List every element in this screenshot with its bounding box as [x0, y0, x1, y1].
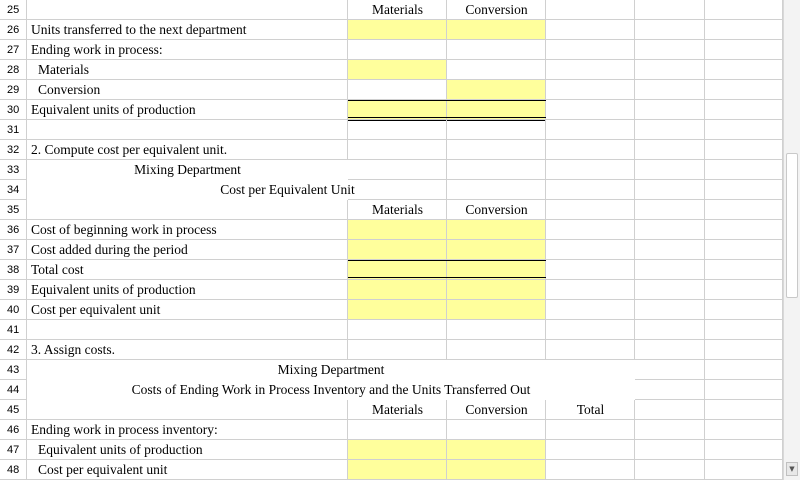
cell-e[interactable] [635, 280, 705, 300]
department-title: Mixing Department [134, 162, 241, 177]
row-number[interactable]: 26 [0, 20, 27, 40]
sheet-row [0, 240, 783, 260]
cell-d[interactable] [546, 100, 635, 120]
cell-d[interactable] [546, 40, 635, 60]
cell-d[interactable] [546, 160, 635, 180]
sheet-row [0, 420, 783, 440]
cell-label[interactable] [27, 120, 348, 140]
department-title: Mixing Department [277, 362, 385, 377]
cell-f[interactable] [705, 260, 783, 280]
input-cell-ewip-equiv-units-conversion[interactable] [447, 440, 546, 460]
cell-e[interactable] [635, 460, 705, 480]
cell-materials[interactable] [348, 160, 447, 180]
cell-d[interactable] [546, 240, 635, 260]
input-cell-ewip-cost-per-unit-materials[interactable] [348, 460, 447, 480]
cell-f[interactable] [705, 120, 783, 140]
row-number[interactable]: 41 [0, 320, 27, 340]
cell-f[interactable] [705, 460, 783, 480]
cell-total[interactable] [546, 420, 635, 440]
row-number[interactable]: 48 [0, 460, 27, 480]
cell-e[interactable] [635, 180, 705, 200]
down-arrow-icon[interactable]: ▼ [786, 462, 798, 476]
row-number[interactable]: 25 [0, 0, 27, 20]
cell-label[interactable] [27, 200, 348, 220]
cell-f[interactable] [705, 80, 783, 100]
cell-materials[interactable] [348, 120, 447, 140]
input-cell-units-transferred-materials[interactable] [348, 20, 447, 40]
cell-f[interactable] [705, 300, 783, 320]
input-cell-equiv-units-materials[interactable] [348, 280, 447, 300]
cell-f[interactable] [705, 20, 783, 40]
column-header-materials: Materials [372, 2, 423, 17]
label-cost-per-unit: Cost per equivalent unit [38, 462, 168, 477]
row-number[interactable]: 32 [0, 140, 27, 160]
cell-d[interactable] [546, 60, 635, 80]
cell-f[interactable] [705, 380, 783, 400]
cell-conversion[interactable] [447, 320, 546, 340]
input-cell-cost-per-unit-materials[interactable] [348, 300, 447, 320]
sheet-row [0, 160, 783, 180]
column-header-materials: Materials [372, 402, 423, 417]
cell-total[interactable] [546, 460, 635, 480]
row-number[interactable]: 27 [0, 40, 27, 60]
input-cell-beginning-cost-conversion[interactable] [447, 220, 546, 240]
cell-e[interactable] [635, 40, 705, 60]
cell-materials[interactable] [348, 40, 447, 60]
row-number[interactable]: 44 [0, 380, 27, 400]
cell-e[interactable] [635, 420, 705, 440]
cell-d[interactable] [546, 180, 635, 200]
label-equiv-units: Equivalent units of production [31, 282, 196, 297]
cell-e[interactable] [635, 160, 705, 180]
cell-d[interactable] [546, 320, 635, 340]
sheet-row [0, 440, 783, 460]
sheet-row [0, 20, 783, 40]
cell-e[interactable] [635, 60, 705, 80]
label-ending-wip-inventory: Ending work in process inventory: [31, 422, 218, 437]
input-cell-ewip-cost-per-unit-conversion[interactable] [447, 460, 546, 480]
cell-e[interactable] [635, 240, 705, 260]
sheet-row [0, 380, 783, 400]
cell-e[interactable] [635, 320, 705, 340]
sheet-row [0, 60, 783, 80]
row-number[interactable]: 30 [0, 100, 27, 120]
column-header-conversion: Conversion [465, 402, 528, 417]
row-number[interactable]: 40 [0, 300, 27, 320]
cell-f[interactable] [705, 240, 783, 260]
sheet-row [0, 260, 783, 280]
cell-f[interactable] [705, 400, 783, 420]
column-header-materials: Materials [372, 202, 423, 217]
row-number[interactable]: 39 [0, 280, 27, 300]
cell-f[interactable] [705, 160, 783, 180]
cell-conversion[interactable] [447, 140, 546, 160]
cell-f[interactable] [705, 440, 783, 460]
cell-f[interactable] [705, 420, 783, 440]
label-ending-wip: Ending work in process: [31, 42, 163, 57]
input-cell-ending-conversion[interactable] [447, 80, 546, 100]
cell-e[interactable] [635, 220, 705, 240]
schedule-subtitle: Cost per Equivalent Unit [220, 182, 355, 197]
cell-d[interactable] [546, 280, 635, 300]
sheet-row [0, 0, 783, 20]
cell-conversion[interactable] [447, 160, 546, 180]
sheet-row [0, 360, 783, 380]
cell-conversion[interactable] [447, 420, 546, 440]
input-cell-ewip-equiv-units-materials[interactable] [348, 440, 447, 460]
label-equiv-units: Equivalent units of production [38, 442, 203, 457]
cell-f[interactable] [705, 0, 783, 20]
label-conversion: Conversion [38, 82, 101, 97]
subtotal-line [348, 100, 546, 101]
cell-materials[interactable] [348, 340, 447, 360]
sheet-row [0, 340, 783, 360]
cell-e[interactable] [635, 440, 705, 460]
row-number[interactable]: 31 [0, 120, 27, 140]
sheet-row [0, 280, 783, 300]
cell-d[interactable] [546, 0, 635, 20]
cell-materials[interactable] [348, 80, 447, 100]
cell-f[interactable] [705, 220, 783, 240]
cell-f[interactable] [705, 340, 783, 360]
cell-e[interactable] [635, 0, 705, 20]
cell-e[interactable] [635, 200, 705, 220]
row-number[interactable]: 45 [0, 400, 27, 420]
cell-e[interactable] [635, 340, 705, 360]
column-header-total: Total [576, 402, 605, 417]
cell-total[interactable] [546, 440, 635, 460]
cell-e[interactable] [635, 120, 705, 140]
cell-f[interactable] [705, 200, 783, 220]
row-number[interactable]: 43 [0, 360, 27, 380]
cell-materials[interactable] [348, 320, 447, 340]
cell-e[interactable] [635, 260, 705, 280]
cell-e[interactable] [635, 300, 705, 320]
cell-label[interactable] [27, 400, 348, 420]
cell-d[interactable] [546, 220, 635, 240]
cell-d[interactable] [546, 120, 635, 140]
cell-conversion[interactable] [447, 340, 546, 360]
cell-e[interactable] [635, 80, 705, 100]
label-cost-per-unit: Cost per equivalent unit [31, 302, 161, 317]
label-equiv-units: Equivalent units of production [31, 102, 196, 117]
cell-d[interactable] [546, 20, 635, 40]
cell-d[interactable] [546, 200, 635, 220]
cell-f[interactable] [705, 100, 783, 120]
cell-f[interactable] [705, 280, 783, 300]
row-number[interactable]: 34 [0, 180, 27, 200]
sheet-row [0, 80, 783, 100]
label-materials: Materials [38, 62, 89, 77]
sheet-row [0, 320, 783, 340]
sheet-row [0, 140, 783, 160]
sheet-row [0, 460, 783, 480]
cell-f[interactable] [705, 320, 783, 340]
input-cell-cost-per-unit-conversion[interactable] [447, 300, 546, 320]
row-number[interactable]: 36 [0, 220, 27, 240]
input-cell-cost-added-materials[interactable] [348, 240, 447, 260]
cell-label[interactable] [27, 0, 348, 20]
sheet-row [0, 180, 783, 200]
label-cost-added: Cost added during the period [31, 242, 188, 257]
row-number[interactable]: 29 [0, 80, 27, 100]
row-number[interactable]: 38 [0, 260, 27, 280]
row-number[interactable]: 28 [0, 60, 27, 80]
row-number[interactable]: 47 [0, 440, 27, 460]
cell-conversion[interactable] [447, 40, 546, 60]
column-header-conversion: Conversion [465, 202, 528, 217]
row-number[interactable]: 42 [0, 340, 27, 360]
cell-e[interactable] [635, 20, 705, 40]
schedule-subtitle: Costs of Ending Work in Process Inventory and the Units Transferred Out [131, 382, 531, 397]
row-number[interactable]: 33 [0, 160, 27, 180]
sheet-row [0, 400, 783, 420]
row-number[interactable]: 35 [0, 200, 27, 220]
cell-d[interactable] [546, 300, 635, 320]
input-cell-cost-added-conversion[interactable] [447, 240, 546, 260]
cell-f[interactable] [705, 360, 783, 380]
section-heading-compute-cost: 2. Compute cost per equivalent unit. [31, 142, 228, 157]
input-cell-equiv-units-conversion[interactable] [447, 280, 546, 300]
sheet-row [0, 40, 783, 60]
cell-e[interactable] [635, 100, 705, 120]
sheet-row [0, 120, 783, 140]
label-units-transferred: Units transferred to the next department [31, 22, 247, 37]
input-cell-ending-materials[interactable] [348, 60, 447, 80]
cell-e[interactable] [635, 400, 705, 420]
cell-f[interactable] [705, 180, 783, 200]
input-cell-units-transferred-conversion[interactable] [447, 20, 546, 40]
cell-f[interactable] [705, 140, 783, 160]
sheet-row [0, 100, 783, 120]
cell-e[interactable] [635, 140, 705, 160]
cell-conversion[interactable] [447, 120, 546, 140]
cell-d[interactable] [546, 140, 635, 160]
cell-materials[interactable] [348, 420, 447, 440]
sheet-row [0, 200, 783, 220]
cell-conversion[interactable] [447, 60, 546, 80]
sheet-row [0, 220, 783, 240]
cell-d[interactable] [546, 80, 635, 100]
input-cell-beginning-cost-materials[interactable] [348, 220, 447, 240]
cell-f[interactable] [705, 40, 783, 60]
section-heading-assign-costs: 3. Assign costs. [31, 342, 116, 357]
cell-d[interactable] [546, 260, 635, 280]
cell-d[interactable] [546, 340, 635, 360]
vertical-scrollbar[interactable] [783, 0, 800, 480]
row-number[interactable]: 46 [0, 420, 27, 440]
label-total-cost: Total cost [31, 262, 84, 277]
cell-label[interactable] [27, 320, 348, 340]
cell-e[interactable] [635, 360, 705, 380]
subtotal-line [348, 260, 546, 261]
column-header-conversion: Conversion [465, 2, 528, 17]
scrollbar-thumb[interactable] [786, 153, 798, 298]
cell-materials[interactable] [348, 140, 447, 160]
cell-f[interactable] [705, 60, 783, 80]
row-number[interactable]: 37 [0, 240, 27, 260]
cell-e[interactable] [635, 380, 705, 400]
label-cost-beginning-wip: Cost of beginning work in process [31, 222, 217, 237]
sheet-row [0, 300, 783, 320]
